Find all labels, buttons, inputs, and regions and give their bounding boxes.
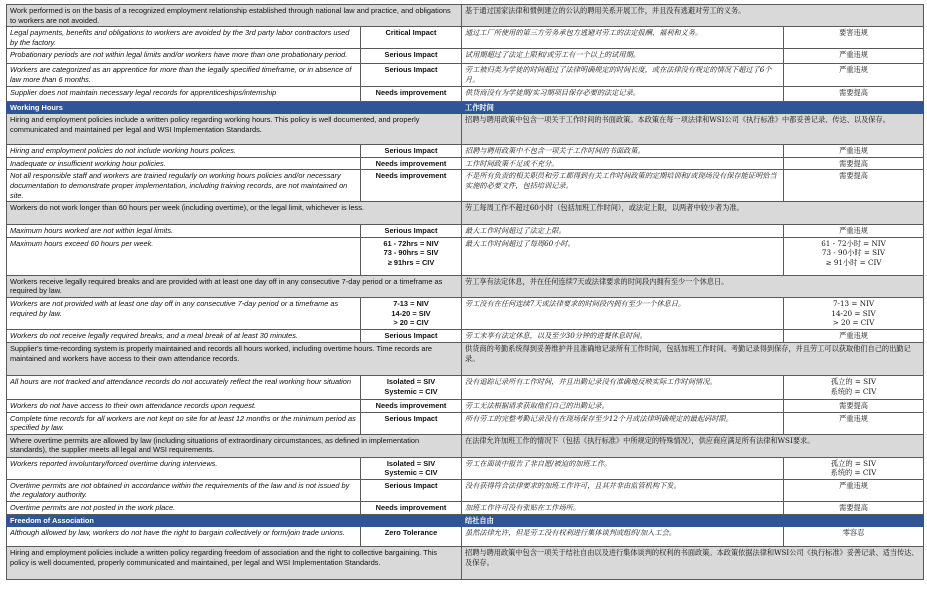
requirement-text-en[interactable]: Hiring and employment policies include a written policy regarding working hours. This policy is well documented, and properly communicated and maintained per legal and WSI Implementation Standards.: [7, 114, 462, 145]
impact-level-en[interactable]: Serious Impact: [361, 329, 462, 342]
impact-level-en[interactable]: Serious Impact: [361, 479, 462, 501]
impact-level-en[interactable]: Critical Impact: [361, 27, 462, 49]
section-title-zh[interactable]: 结社自由: [462, 514, 924, 527]
section-header-row: [7, 101, 924, 114]
impact-level-zh[interactable]: 需要提高: [784, 502, 924, 515]
finding-text-zh[interactable]: 劳工未享有法定休息，以及至少30分钟的进餐休息时间。: [462, 329, 784, 342]
finding-row: [7, 157, 924, 170]
requirement-text-zh[interactable]: 基于通过国家法律和惯例建立的公认的聘用关系开展工作，并且没有逃避对劳工的义务。: [462, 5, 924, 27]
finding-text-zh[interactable]: 最大工作时间超过了法定上限。: [462, 225, 784, 238]
impact-level-zh[interactable]: 严重违规: [784, 412, 924, 434]
impact-level-en[interactable]: Serious Impact: [361, 145, 462, 158]
finding-text-en[interactable]: Overtime permits are not obtained in accordance within the requirements of the law and is not issued by the regulatory authority.: [7, 479, 361, 501]
requirement-text-zh[interactable]: 招聘与聘用政策中包含一项关于工作时间的书面政策。本政策在每一项法律和WSI公司《执行标准》中都妥善记录、传达、以及保存。: [462, 114, 924, 145]
requirement-row: [7, 342, 924, 375]
finding-row: [7, 145, 924, 158]
finding-text-en[interactable]: Although allowed by law, workers do not have the right to bargain collectively or form/join trade unions.: [7, 527, 361, 547]
finding-row: [7, 479, 924, 501]
finding-text-zh[interactable]: 通过工厂所使用的第三方劳务承包方逃避对劳工的法定报酬、福利和义务。: [462, 27, 784, 49]
impact-level-zh[interactable]: 要害违规: [784, 27, 924, 49]
impact-levels-zh[interactable]: [784, 297, 924, 329]
impact-level-en[interactable]: Needs improvement: [361, 86, 462, 101]
finding-text-zh[interactable]: 劳工在面谈中报告了非自愿/被迫的加班工作。: [462, 457, 784, 479]
finding-text-zh[interactable]: 最大工作时间超过了每周60小时。: [462, 237, 784, 275]
finding-text-en[interactable]: Probationary periods are not within legal limits and/or workers have more than one probationary period.: [7, 49, 361, 64]
impact-level-line: 73 - 90小时 = SIV: [821, 248, 886, 258]
finding-text-en[interactable]: Maximum hours worked are not within legal limits.: [7, 225, 361, 238]
impact-level-en[interactable]: Needs improvement: [361, 170, 462, 202]
impact-levels-zh[interactable]: [784, 375, 924, 399]
finding-text-en[interactable]: Inadequate or insufficient working hour policies.: [7, 157, 361, 170]
finding-text-zh[interactable]: 虽然法律允许，但是劳工没有权利进行集体谈判或组织/加入工会。: [462, 527, 784, 547]
requirement-row: [7, 434, 924, 457]
impact-level-zh[interactable]: 严重违规: [784, 49, 924, 64]
impact-level-line: Isolated = SIV: [386, 458, 436, 468]
requirement-text-en[interactable]: Where overtime permits are allowed by law (including situations of extraordinary circumstances, as defined in implementation standards), the supplier meets all legal and WSI requirements.: [7, 434, 462, 457]
finding-text-en[interactable]: Supplier does not maintain necessary legal records for apprenticeships/internship: [7, 86, 361, 101]
impact-level-zh[interactable]: 严重违规: [784, 479, 924, 501]
impact-level-line: 系统的 = CIV: [830, 468, 877, 478]
finding-text-en[interactable]: Overtime permits are not posted in the work place.: [7, 502, 361, 515]
finding-row: [7, 237, 924, 275]
finding-text-zh[interactable]: 不是所有负责的相关职员和劳工都得到有关工作时间政策的定期培训和/或现场没有保存能证明恰当实施的必要文件，包括培训记录。: [462, 170, 784, 202]
section-title-en[interactable]: Freedom of Association: [7, 514, 462, 527]
finding-row: [7, 64, 924, 86]
impact-level-line: ≥ 91小时 = CIV: [825, 257, 882, 267]
finding-text-en[interactable]: Workers reported involuntary/forced overtime during interviews.: [7, 457, 361, 479]
finding-text-en[interactable]: Legal payments, benefits and obligations to workers are avoided by the 3rd party labor contractors used by the factory.: [7, 27, 361, 49]
requirement-text-en[interactable]: Work performed is on the basis of a recognized employment relationship established through national law and practice, and obligations to workers are not avoided.: [7, 5, 462, 27]
finding-text-en[interactable]: Workers are not provided with at least one day off in any consecutive 7-day period or a timeframe as required by law.: [7, 297, 361, 329]
finding-row: [7, 502, 924, 515]
impact-level-en[interactable]: Serious Impact: [361, 64, 462, 86]
finding-text-en[interactable]: Hiring and employment policies do not include working hours polices.: [7, 145, 361, 158]
finding-text-zh[interactable]: 工作时间政策不足或不充分。: [462, 157, 784, 170]
finding-row: [7, 457, 924, 479]
finding-text-zh[interactable]: 加班工作许可没有张贴在工作场所。: [462, 502, 784, 515]
finding-text-zh[interactable]: 劳工被归类为学徒的时间超过了法律明确规定的时间长度，或在法律没有规定的情况下超过了6个月。: [462, 64, 784, 86]
impact-level-en[interactable]: Needs improvement: [361, 399, 462, 412]
requirement-text-zh[interactable]: 劳工享有法定休息，并在任何连续7天或法律要求的时间段内拥有至少一个休息日。: [462, 275, 924, 297]
finding-text-en[interactable]: Workers do not receive legally required breaks, and a meal break of at least 30 minutes.: [7, 329, 361, 342]
requirement-text-zh[interactable]: 在法律允许加班工作的情况下（包括《执行标准》中所规定的特殊情况），供应商应满足所有法律和WSI要求。: [462, 434, 924, 457]
finding-row: [7, 49, 924, 64]
section-title-en[interactable]: Working Hours: [7, 101, 462, 114]
impact-levels-zh[interactable]: [784, 457, 924, 479]
finding-row: [7, 225, 924, 238]
impact-levels-en[interactable]: [361, 237, 462, 275]
impact-level-zh[interactable]: 需要提高: [784, 399, 924, 412]
impact-level-zh[interactable]: 严重违规: [784, 64, 924, 86]
requirement-text-en[interactable]: Workers do not work longer than 60 hours per week (including overtime), or the legal limit, whichever is less.: [7, 202, 462, 225]
impact-level-en[interactable]: Serious Impact: [361, 412, 462, 434]
impact-level-zh[interactable]: 需要提高: [784, 157, 924, 170]
impact-level-line: Systemic = CIV: [384, 468, 438, 478]
requirement-row: [7, 547, 924, 580]
impact-level-line: 7-13 = NIV: [832, 298, 875, 308]
section-header-row: [7, 514, 924, 527]
requirement-row: [7, 114, 924, 145]
impact-level-line: 61 - 72小时 = NIV: [821, 238, 886, 248]
impact-level-line: 孤立的 = SIV: [830, 458, 877, 468]
impact-level-line: 14-20 = SIV: [831, 308, 876, 318]
impact-level-zh[interactable]: 严重违规: [784, 145, 924, 158]
finding-text-en[interactable]: Maximum hours exceed 60 hours per week.: [7, 237, 361, 275]
impact-levels-en[interactable]: [361, 297, 462, 329]
impact-level-line: 孤立的 = SIV: [830, 376, 877, 386]
impact-levels-en[interactable]: [361, 457, 462, 479]
finding-row: [7, 412, 924, 434]
finding-row: [7, 399, 924, 412]
impact-level-en[interactable]: Serious Impact: [361, 225, 462, 238]
requirement-text-en[interactable]: Hiring and employment policies include a written policy regarding freedom of association and the right to collective bargaining. This policy is well documented, properly communicated and maintained, per legal and WSI Implementation Standards.: [7, 547, 462, 580]
impact-level-line: 7-13 = NIV: [393, 298, 429, 308]
finding-text-zh[interactable]: 劳工没有在任何连续7天或法律要求的时间段内拥有至少一个休息日。: [462, 297, 784, 329]
finding-text-zh[interactable]: 所有劳工的完整考勤记录没有在现场保存至少12个月或法律明确规定的最起码时限。: [462, 412, 784, 434]
section-title-zh[interactable]: 工作时间: [462, 101, 924, 114]
finding-text-en[interactable]: All hours are not tracked and attendance records do not accurately reflect the real working hour situation: [7, 375, 361, 399]
impact-level-zh[interactable]: 零容忍: [784, 527, 924, 547]
finding-text-en[interactable]: Not all responsible staff and workers are trained regularly on working hours policies and/or necessary documentation to demonstrate proper implementation, including training records, are not maintained on site.: [7, 170, 361, 202]
impact-level-zh[interactable]: 需要提高: [784, 170, 924, 202]
requirement-row: [7, 275, 924, 297]
standards-table: [6, 4, 924, 580]
impact-level-line: 73 - 90hrs = SIV: [383, 248, 439, 258]
impact-level-line: Systemic = CIV: [384, 386, 438, 396]
impact-level-zh[interactable]: 严重违规: [784, 329, 924, 342]
finding-text-zh[interactable]: 试用期超过了法定上限和/或劳工有一个以上的试用期。: [462, 49, 784, 64]
impact-level-zh[interactable]: 严重违规: [784, 225, 924, 238]
impact-level-line: 61 - 72hrs = NIV: [383, 238, 439, 248]
impact-level-zh[interactable]: 需要提高: [784, 86, 924, 101]
finding-text-zh[interactable]: 劳工无法根据请求获取他们自己的出勤记录。: [462, 399, 784, 412]
finding-row: [7, 527, 924, 547]
finding-text-zh[interactable]: 供货商没有为学徒期/实习期项目保存必要的法定记录。: [462, 86, 784, 101]
finding-text-en[interactable]: Complete time records for all workers are not kept on site for at least 12 months or the minimum period as specified by law.: [7, 412, 361, 434]
finding-row: [7, 27, 924, 49]
impact-level-en[interactable]: Zero Tolerance: [361, 527, 462, 547]
impact-level-line: ≥ 91hrs = CIV: [387, 257, 435, 267]
finding-row: [7, 86, 924, 101]
finding-row: [7, 329, 924, 342]
impact-level-line: Isolated = SIV: [386, 376, 436, 386]
impact-levels-zh[interactable]: [784, 237, 924, 275]
requirement-row: [7, 5, 924, 27]
finding-text-en[interactable]: Workers are categorized as an apprentice for more than the legally specified timeframe, or in absence of law more than 6 months.: [7, 64, 361, 86]
finding-row: [7, 170, 924, 202]
requirement-text-en[interactable]: Workers receive legally required breaks and are provided with at least one day off in any consecutive 7-day period or a timeframe as required by law.: [7, 275, 462, 297]
finding-row: [7, 375, 924, 399]
impact-level-en[interactable]: Serious Impact: [361, 49, 462, 64]
requirement-text-zh[interactable]: 招聘与聘用政策中包含一项关于结社自由以及进行集体谈判的权利的书面政策。本政策依据法律和WSI公司《执行标准》妥善记录、适当传达、及保存。: [462, 547, 924, 580]
finding-text-zh[interactable]: 没有获得符合法律要求的加班工作许可，且其并非由监管机构下发。: [462, 479, 784, 501]
impact-level-line: 14-20 = SIV: [391, 308, 431, 318]
impact-level-line: 系统的 = CIV: [830, 386, 877, 396]
finding-row: [7, 297, 924, 329]
requirement-text-en[interactable]: Supplier's time-recording system is properly maintained and records all hours worked, including overtime hours. Time records are maintained and workers have access to their own attendance records.: [7, 342, 462, 375]
finding-text-en[interactable]: Workers do not have access to their own attendance records upon request.: [7, 399, 361, 412]
impact-level-en[interactable]: Needs improvement: [361, 502, 462, 515]
requirement-text-zh[interactable]: 供货商的考勤系统得到妥善维护并且准确地记录所有工作时间，包括加班工作时间。考勤记录得到保存，并且劳工可以获取他们自己的出勤记录。: [462, 342, 924, 375]
impact-level-en[interactable]: Needs improvement: [361, 157, 462, 170]
finding-text-zh[interactable]: 没有追踪记录所有工作时间，并且出勤记录没有准确地反映实际工作时间情况。: [462, 375, 784, 399]
impact-levels-en[interactable]: [361, 375, 462, 399]
finding-text-zh[interactable]: 招聘与聘用政策中不包含一项关于工作时间的书面政策。: [462, 145, 784, 158]
impact-level-line: > 20 = CIV: [393, 318, 429, 328]
requirement-row: [7, 202, 924, 225]
impact-level-line: > 20 = CIV: [832, 318, 875, 328]
requirement-text-zh[interactable]: 劳工每周工作不超过60小时（包括加班工作时间），或法定上限，以两者中较少者为准。: [462, 202, 924, 225]
